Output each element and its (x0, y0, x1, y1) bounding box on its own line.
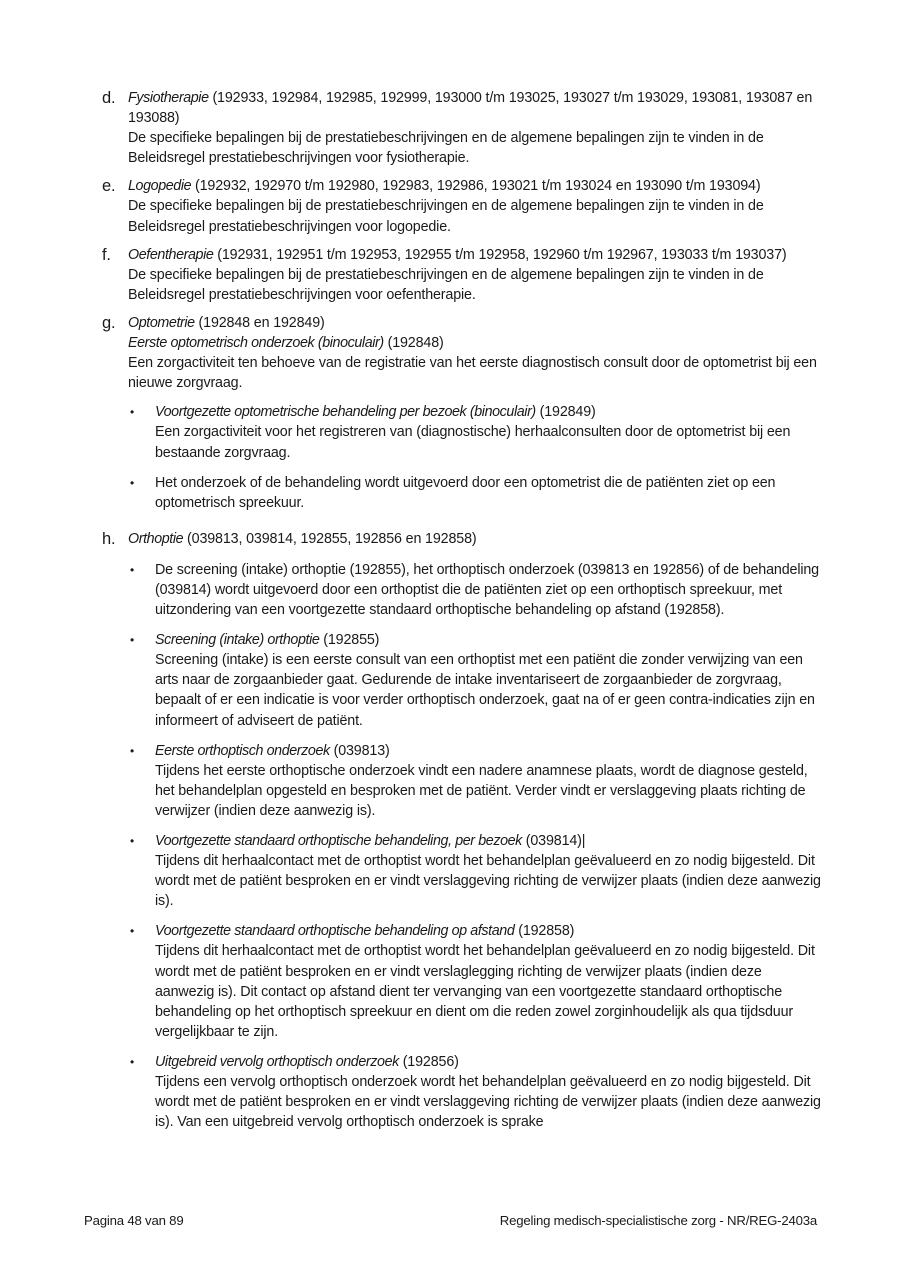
bullet-text: Tijdens dit herhaalcontact met de orthoptist wordt het behandelplan geëvalueerd en zo nodig bijgesteld. Dit wordt met de patiënt besproken en er vindt verslaglegging richting de verwijzer plaats (indien deze aanwezig is). Dit contact op afstand dient ter vervanging van een voortgezette standaard orthoptische behandeling op het orthoptisch spreekuur en dient om die reden zowel zorginhoudelijk als qua tijdsduur vergelijkbaar te zijn. (155, 943, 815, 1040)
bullet-text: Tijdens dit herhaalcontact met de orthoptist wordt het behandelplan geëvalueerd en zo nodig bijgesteld. Dit wordt met de patiënt besproken en er vindt verslaggeving richting de verwijzer plaats (indien deze aanwezig is). (155, 853, 821, 910)
list-item-orthoptie (102, 529, 822, 1133)
bullet-codes: (192849) (535, 404, 596, 421)
item-title: Logopedie (128, 178, 192, 195)
page-content (102, 88, 822, 1142)
bullet-heading (155, 741, 822, 761)
item-text: De specifieke bepalingen bij de prestatiebeschrijvingen en de algemene bepalingen zijn te vinden in de Beleidsregel prestatiebeschrijvingen voor oefentherapie. (128, 266, 764, 303)
item-title: Fysiotherapie (128, 90, 209, 106)
bullet-codes: (192858) (514, 923, 575, 940)
item-heading (128, 245, 822, 265)
bullet-title: Voortgezette optometrische behandeling per bezoek (binoculair) (155, 404, 536, 421)
item-subtitle: Eerste optometrisch onderzoek (binoculair) (128, 335, 384, 352)
bullet-icon: • (130, 562, 135, 577)
list-marker: f. (102, 245, 111, 264)
item-text: De specifieke bepalingen bij de prestatiebeschrijvingen en de algemene bepalingen zijn te vinden in de Beleidsregel prestatiebeschrijvingen voor fysiotherapie. (128, 130, 764, 167)
item-codes: (192933, 192984, 192985, 192999, 193000 t/m 193025, 193027 t/m 193029, 193081, 193087 en 193088) (128, 90, 813, 127)
item-codes: (192932, 192970 t/m 192980, 192983, 192986, 193021 t/m 193024 en 193090 t/m 193094) (191, 178, 761, 195)
bullet-text: Tijdens een vervolg orthoptisch onderzoek wordt het behandelplan geëvalueerd en zo nodig bijgesteld. Dit wordt met de patiënt besproken en er vindt verslaggeving richting de verwijzer plaats (indien deze aanwezig is). Van een uitgebreid vervolg orthoptisch onderzoek is sprake (155, 1074, 821, 1131)
bullet-text: Tijdens het eerste orthoptische onderzoek vindt een nadere anamnese plaats, wordt de diagnose gesteld, het behandelplan opgesteld en besproken met de patiënt. Verder vindt er verslaggeving plaats richting de verwijzer (indien deze aanwezig is). (155, 762, 808, 819)
bullet-text: Een zorgactiviteit voor het registreren van (diagnostische) herhaalconsulten door de optometrist bij een bestaande zorgvraag. (155, 424, 791, 461)
bullet-item (128, 560, 822, 620)
bullet-title: Voortgezette standaard orthoptische behandeling op afstand (155, 923, 515, 940)
item-title: Oefentherapie (128, 246, 214, 263)
bullet-codes: (192856) (398, 1053, 459, 1070)
list-marker: h. (102, 529, 116, 548)
page-number: Pagina 48 van 89 (84, 1213, 184, 1228)
bullet-item (128, 741, 822, 821)
item-codes: (039813, 039814, 192855, 192856 en 192858) (183, 530, 477, 547)
document-reference: Regeling medisch-specialistische zorg - NR/REG-2403a (499, 1213, 817, 1228)
item-title: Optometrie (128, 314, 195, 331)
bullet-text: Het onderzoek of de behandeling wordt uitgevoerd door een optometrist die de patiënten ziet op een optometrisch spreekuur. (155, 474, 776, 511)
item-codes: (192848 en 192849) (194, 314, 325, 331)
item-heading (128, 176, 822, 196)
bullet-heading (155, 831, 822, 851)
bullet-item (128, 921, 822, 1042)
page-footer (84, 1213, 817, 1228)
item-title: Orthoptie (128, 530, 184, 547)
bullet-item (128, 1052, 822, 1132)
list-item-logopedie (102, 176, 822, 236)
item-text: Een zorgactiviteit ten behoeve van de registratie van het eerste diagnostisch consult door de optometrist bij een nieuwe zorgvraag. (128, 355, 817, 392)
item-heading (128, 88, 822, 128)
bullet-icon: • (130, 633, 135, 648)
item-subheading (128, 333, 822, 353)
bullet-heading (155, 402, 822, 422)
bullet-title: Voortgezette standaard orthoptische behandeling, per bezoek (155, 833, 522, 849)
bullet-heading (155, 1052, 822, 1072)
bullet-heading (155, 921, 822, 941)
bullet-text: De screening (intake) orthoptie (192855), het orthoptisch onderzoek (039813 en 192856) of de behandeling (039814) wordt uitgevoerd door een orthoptist die de patiënten ziet op een orthoptisch spreekuur, met uitzondering van een voortgezette standaard orthoptische behandeling op afstand (192858). (155, 561, 819, 619)
list-marker: g. (102, 313, 116, 332)
bullet-codes: (192855) (319, 632, 380, 649)
bullet-title: Uitgebreid vervolg orthoptisch onderzoek (155, 1053, 399, 1070)
bullet-item (128, 630, 822, 730)
bullet-item (128, 402, 822, 462)
list-marker: e. (102, 177, 116, 196)
bullet-icon: • (130, 475, 135, 490)
item-subcodes: (192848) (383, 335, 444, 352)
item-heading (128, 313, 822, 333)
bullet-list (128, 560, 822, 1132)
bullet-title: Screening (intake) orthoptie (155, 632, 320, 649)
bullet-icon: • (130, 924, 135, 939)
bullet-text: Screening (intake) is een eerste consult van een orthoptist met een patiënt die zonder verwijzing van een arts naar de zorgaanbieder gaat. Gedurende de intake inventariseert de zorgaanbieder de zorgvraag, bepaalt of er een indicatie is voor verder orthoptisch onderzoek, gaat na of er geen contra-indicaties zijn en informeert of adviseert de patiënt. (155, 652, 815, 729)
item-codes: (192931, 192951 t/m 192953, 192955 t/m 192958, 192960 t/m 192967, 193033 t/m 193037) (213, 246, 787, 263)
bullet-item (128, 831, 822, 911)
list-item-optometrie (102, 313, 822, 513)
bullet-codes: (039813) (329, 742, 390, 759)
list-item-oefentherapie (102, 245, 822, 305)
bullet-icon: • (130, 1054, 135, 1069)
bullet-icon: • (130, 743, 135, 758)
bullet-icon: • (130, 834, 135, 848)
bullet-heading (155, 630, 822, 650)
bullet-list (128, 402, 822, 512)
bullet-codes: (039814)| (521, 833, 586, 849)
bullet-title: Eerste orthoptisch onderzoek (155, 742, 330, 759)
item-text: De specifieke bepalingen bij de prestatiebeschrijvingen en de algemene bepalingen zijn te vinden in de Beleidsregel prestatiebeschrijvingen voor logopedie. (128, 198, 764, 235)
bullet-icon: • (130, 405, 135, 420)
list-item-fysiotherapie (102, 88, 822, 168)
list-marker: d. (102, 89, 116, 107)
bullet-item (128, 473, 822, 513)
item-heading (128, 529, 822, 549)
